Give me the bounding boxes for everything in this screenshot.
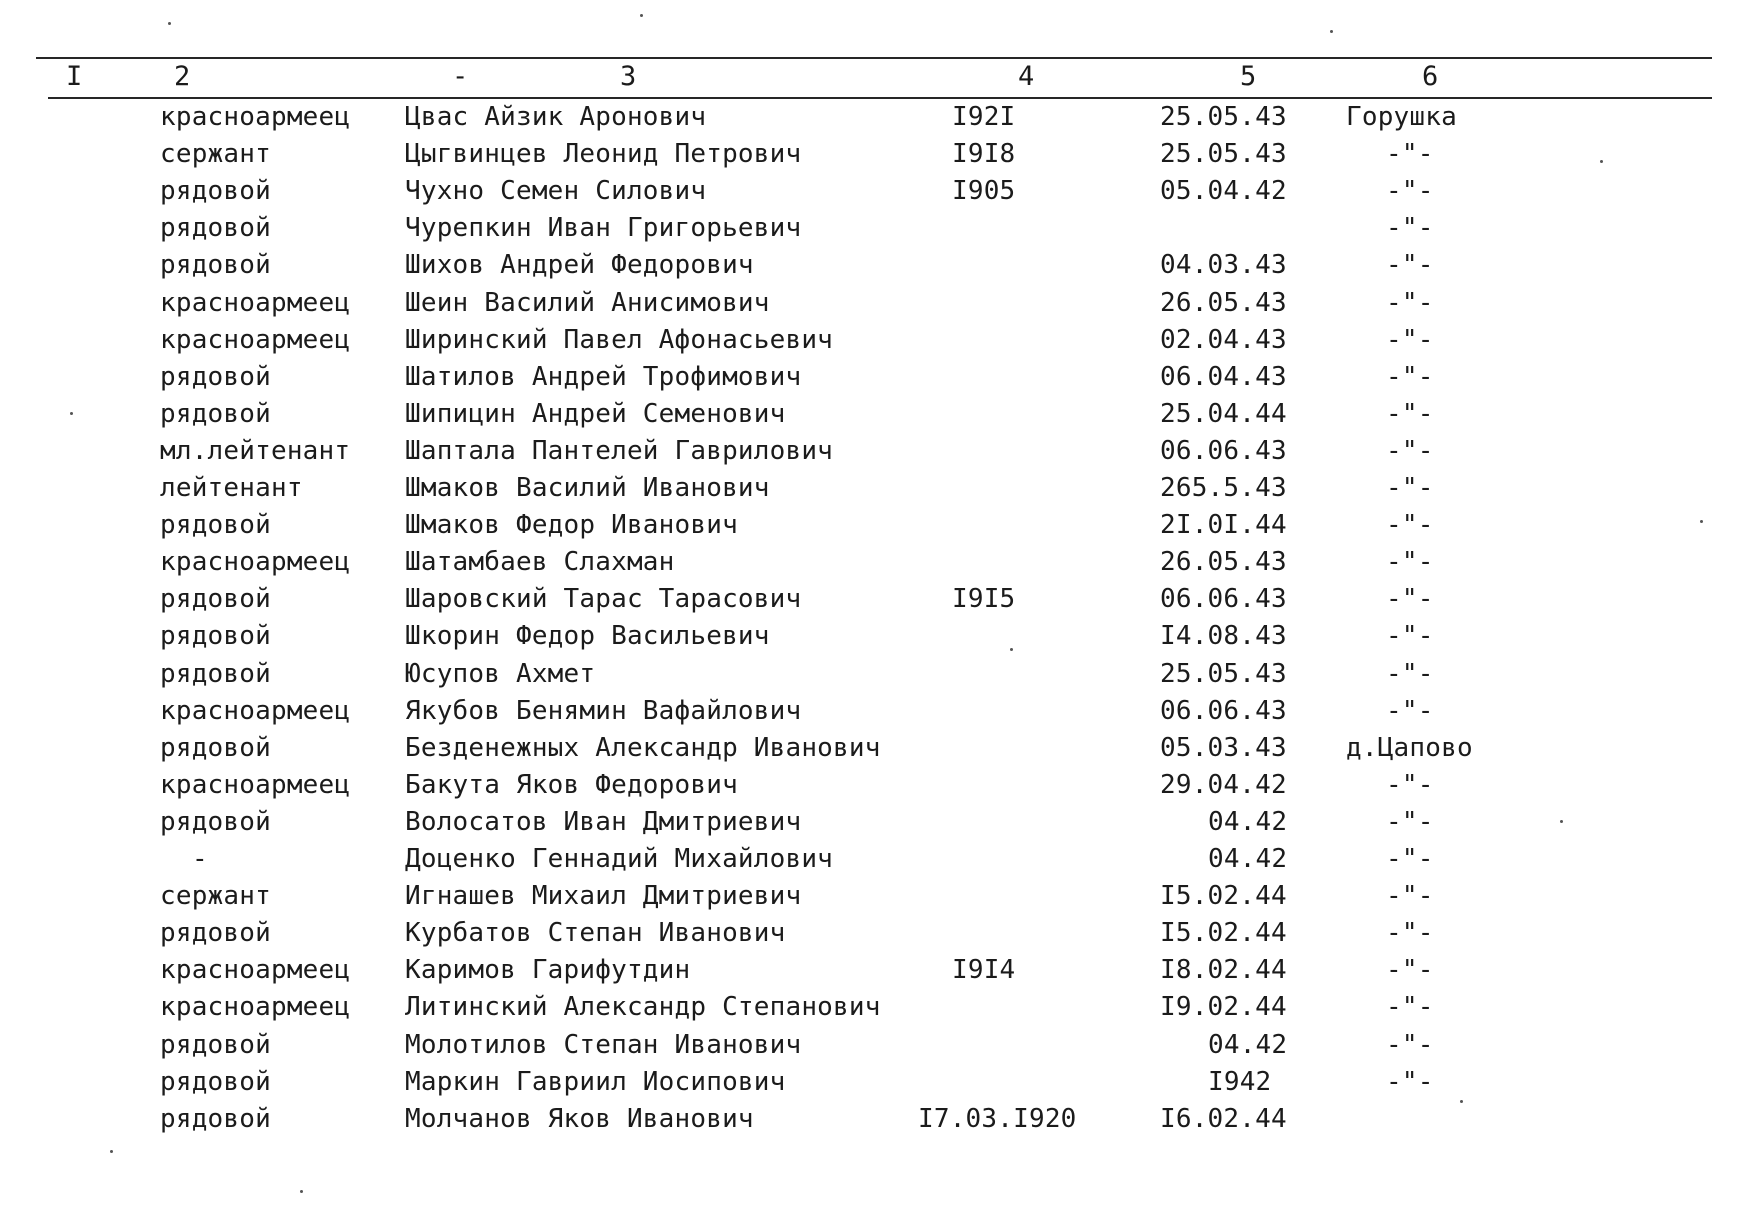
- place-cell: -"-: [1386, 547, 1434, 577]
- birth-year-cell: I7.03.I920: [918, 1104, 1077, 1134]
- date-cell: 06.06.43: [1160, 436, 1287, 466]
- birth-year-cell: I9I8: [952, 139, 1016, 169]
- place-cell: -"-: [1386, 807, 1434, 837]
- table-row: [0, 879, 1760, 913]
- table-row: [0, 211, 1760, 245]
- table-row: [0, 619, 1760, 653]
- name-cell: Шкорин Федор Васильевич: [405, 621, 770, 651]
- name-cell: Литинский Александр Степанович: [405, 992, 881, 1022]
- rank-cell: рядовой: [160, 176, 271, 206]
- table-row: [0, 100, 1760, 134]
- date-cell: 05.04.42: [1160, 176, 1287, 206]
- date-cell: 25.04.44: [1160, 399, 1287, 429]
- rank-cell: -: [192, 844, 208, 874]
- birth-year-cell: I92I: [952, 102, 1016, 132]
- date-cell: 2I.0I.44: [1160, 510, 1287, 540]
- date-cell: 25.05.43: [1160, 659, 1287, 689]
- place-cell: -"-: [1386, 473, 1434, 503]
- rank-cell: рядовой: [160, 733, 271, 763]
- column-header-6: 6: [1422, 61, 1439, 92]
- date-cell: I4.08.43: [1160, 621, 1287, 651]
- date-cell: 04.42: [1208, 807, 1288, 837]
- place-cell: д.Цапово: [1346, 733, 1473, 763]
- name-cell: Молчанов Яков Иванович: [405, 1104, 754, 1134]
- table-row: [0, 545, 1760, 579]
- table-row: [0, 582, 1760, 616]
- name-cell: Шипицин Андрей Семенович: [405, 399, 786, 429]
- column-header-2: 2: [174, 61, 191, 92]
- place-cell: -"-: [1386, 176, 1434, 206]
- birth-year-cell: I9I5: [952, 584, 1016, 614]
- name-cell: Бакута Яков Федорович: [405, 770, 738, 800]
- name-cell: Шаптала Пантелей Гаврилович: [405, 436, 834, 466]
- date-cell: 05.03.43: [1160, 733, 1287, 763]
- column-header-dash: -: [452, 61, 469, 92]
- date-cell: 04.42: [1208, 1030, 1288, 1060]
- place-cell: -"-: [1386, 213, 1434, 243]
- date-cell: 06.06.43: [1160, 584, 1287, 614]
- rank-cell: рядовой: [160, 621, 271, 651]
- name-cell: Доценко Геннадий Михайлович: [405, 844, 834, 874]
- place-cell: Горушка: [1346, 102, 1457, 132]
- table-row: [0, 471, 1760, 505]
- name-cell: Молотилов Степан Иванович: [405, 1030, 802, 1060]
- rank-cell: рядовой: [160, 584, 271, 614]
- place-cell: -"-: [1386, 139, 1434, 169]
- name-cell: Чурепкин Иван Григорьевич: [405, 213, 802, 243]
- place-cell: -"-: [1386, 621, 1434, 651]
- table-row: [0, 397, 1760, 431]
- place-cell: -"-: [1386, 881, 1434, 911]
- table-header-rule: [48, 97, 1712, 99]
- date-cell: I6.02.44: [1160, 1104, 1287, 1134]
- name-cell: Курбатов Степан Иванович: [405, 918, 786, 948]
- rank-cell: мл.лейтенант: [160, 436, 351, 466]
- name-cell: Каримов Гарифутдин: [405, 955, 691, 985]
- table-row: [0, 694, 1760, 728]
- table-row: [0, 1102, 1760, 1136]
- table-row: [0, 323, 1760, 357]
- place-cell: -"-: [1386, 918, 1434, 948]
- name-cell: Маркин Гавриил Иосипович: [405, 1067, 786, 1097]
- table-row: [0, 657, 1760, 691]
- name-cell: Шатамбаев Слахман: [405, 547, 675, 577]
- date-cell: 265.5.43: [1160, 473, 1287, 503]
- place-cell: -"-: [1386, 325, 1434, 355]
- table-row: [0, 286, 1760, 320]
- date-cell: 04.03.43: [1160, 250, 1287, 280]
- date-cell: I8.02.44: [1160, 955, 1287, 985]
- place-cell: -"-: [1386, 250, 1434, 280]
- date-cell: I5.02.44: [1160, 918, 1287, 948]
- name-cell: Шатилов Андрей Трофимович: [405, 362, 802, 392]
- place-cell: -"-: [1386, 1067, 1434, 1097]
- rank-cell: красноармеец: [160, 102, 351, 132]
- table-row: [0, 360, 1760, 394]
- place-cell: -"-: [1386, 844, 1434, 874]
- place-cell: -"-: [1386, 436, 1434, 466]
- place-cell: -"-: [1386, 584, 1434, 614]
- name-cell: Ширинский Павел Афонасьевич: [405, 325, 834, 355]
- date-cell: I942: [1208, 1067, 1272, 1097]
- rank-cell: рядовой: [160, 213, 271, 243]
- place-cell: -"-: [1386, 288, 1434, 318]
- table-row: [0, 248, 1760, 282]
- date-cell: 25.05.43: [1160, 139, 1287, 169]
- name-cell: Шаровский Тарас Тарасович: [405, 584, 802, 614]
- date-cell: 26.05.43: [1160, 288, 1287, 318]
- date-cell: 04.42: [1208, 844, 1288, 874]
- place-cell: -"-: [1386, 362, 1434, 392]
- rank-cell: красноармеец: [160, 992, 351, 1022]
- table-row: [0, 1065, 1760, 1099]
- place-cell: -"-: [1386, 992, 1434, 1022]
- rank-cell: рядовой: [160, 250, 271, 280]
- table-top-rule: [36, 57, 1712, 59]
- name-cell: Шмаков Федор Иванович: [405, 510, 738, 540]
- date-cell: 02.04.43: [1160, 325, 1287, 355]
- date-cell: 26.05.43: [1160, 547, 1287, 577]
- name-cell: Шихов Андрей Федорович: [405, 250, 754, 280]
- name-cell: Безденежных Александр Иванович: [405, 733, 881, 763]
- rank-cell: красноармеец: [160, 696, 351, 726]
- table-row: [0, 137, 1760, 171]
- table-row: [0, 916, 1760, 950]
- rank-cell: сержант: [160, 881, 271, 911]
- rank-cell: красноармеец: [160, 955, 351, 985]
- name-cell: Цвас Айзик Аронович: [405, 102, 707, 132]
- column-header-3: 3: [620, 61, 637, 92]
- rank-cell: рядовой: [160, 1104, 271, 1134]
- table-row: [0, 508, 1760, 542]
- rank-cell: лейтенант: [160, 473, 303, 503]
- rank-cell: сержант: [160, 139, 271, 169]
- table-row: [0, 768, 1760, 802]
- name-cell: Шмаков Василий Иванович: [405, 473, 770, 503]
- name-cell: Юсупов Ахмет: [405, 659, 596, 689]
- rank-cell: рядовой: [160, 659, 271, 689]
- place-cell: -"-: [1386, 399, 1434, 429]
- name-cell: Якубов Бенямин Вафайлович: [405, 696, 802, 726]
- rank-cell: рядовой: [160, 1067, 271, 1097]
- date-cell: 06.06.43: [1160, 696, 1287, 726]
- rank-cell: красноармеец: [160, 325, 351, 355]
- name-cell: Цыгвинцев Леонид Петрович: [405, 139, 802, 169]
- table-row: [0, 990, 1760, 1024]
- table-row: [0, 953, 1760, 987]
- rank-cell: рядовой: [160, 362, 271, 392]
- name-cell: Игнашев Михаил Дмитриевич: [405, 881, 802, 911]
- table-row: [0, 805, 1760, 839]
- column-header-4: 4: [1018, 61, 1035, 92]
- table-row: [0, 842, 1760, 876]
- date-cell: 06.04.43: [1160, 362, 1287, 392]
- name-cell: Чухно Семен Силович: [405, 176, 707, 206]
- date-cell: 25.05.43: [1160, 102, 1287, 132]
- place-cell: -"-: [1386, 955, 1434, 985]
- column-header-1: I: [66, 61, 83, 92]
- name-cell: Волосатов Иван Дмитриевич: [405, 807, 802, 837]
- rank-cell: красноармеец: [160, 288, 351, 318]
- birth-year-cell: I9I4: [952, 955, 1016, 985]
- rank-cell: красноармеец: [160, 770, 351, 800]
- birth-year-cell: I905: [952, 176, 1016, 206]
- place-cell: -"-: [1386, 770, 1434, 800]
- rank-cell: красноармеец: [160, 547, 351, 577]
- rank-cell: рядовой: [160, 510, 271, 540]
- column-header-5: 5: [1240, 61, 1257, 92]
- name-cell: Шеин Василий Анисимович: [405, 288, 770, 318]
- rank-cell: рядовой: [160, 807, 271, 837]
- date-cell: 29.04.42: [1160, 770, 1287, 800]
- rank-cell: рядовой: [160, 399, 271, 429]
- place-cell: -"-: [1386, 1030, 1434, 1060]
- place-cell: -"-: [1386, 510, 1434, 540]
- place-cell: -"-: [1386, 696, 1434, 726]
- rank-cell: рядовой: [160, 1030, 271, 1060]
- table-row: [0, 1028, 1760, 1062]
- table-row: [0, 174, 1760, 208]
- date-cell: I5.02.44: [1160, 881, 1287, 911]
- place-cell: -"-: [1386, 659, 1434, 689]
- date-cell: I9.02.44: [1160, 992, 1287, 1022]
- table-row: [0, 434, 1760, 468]
- table-row: [0, 731, 1760, 765]
- rank-cell: рядовой: [160, 918, 271, 948]
